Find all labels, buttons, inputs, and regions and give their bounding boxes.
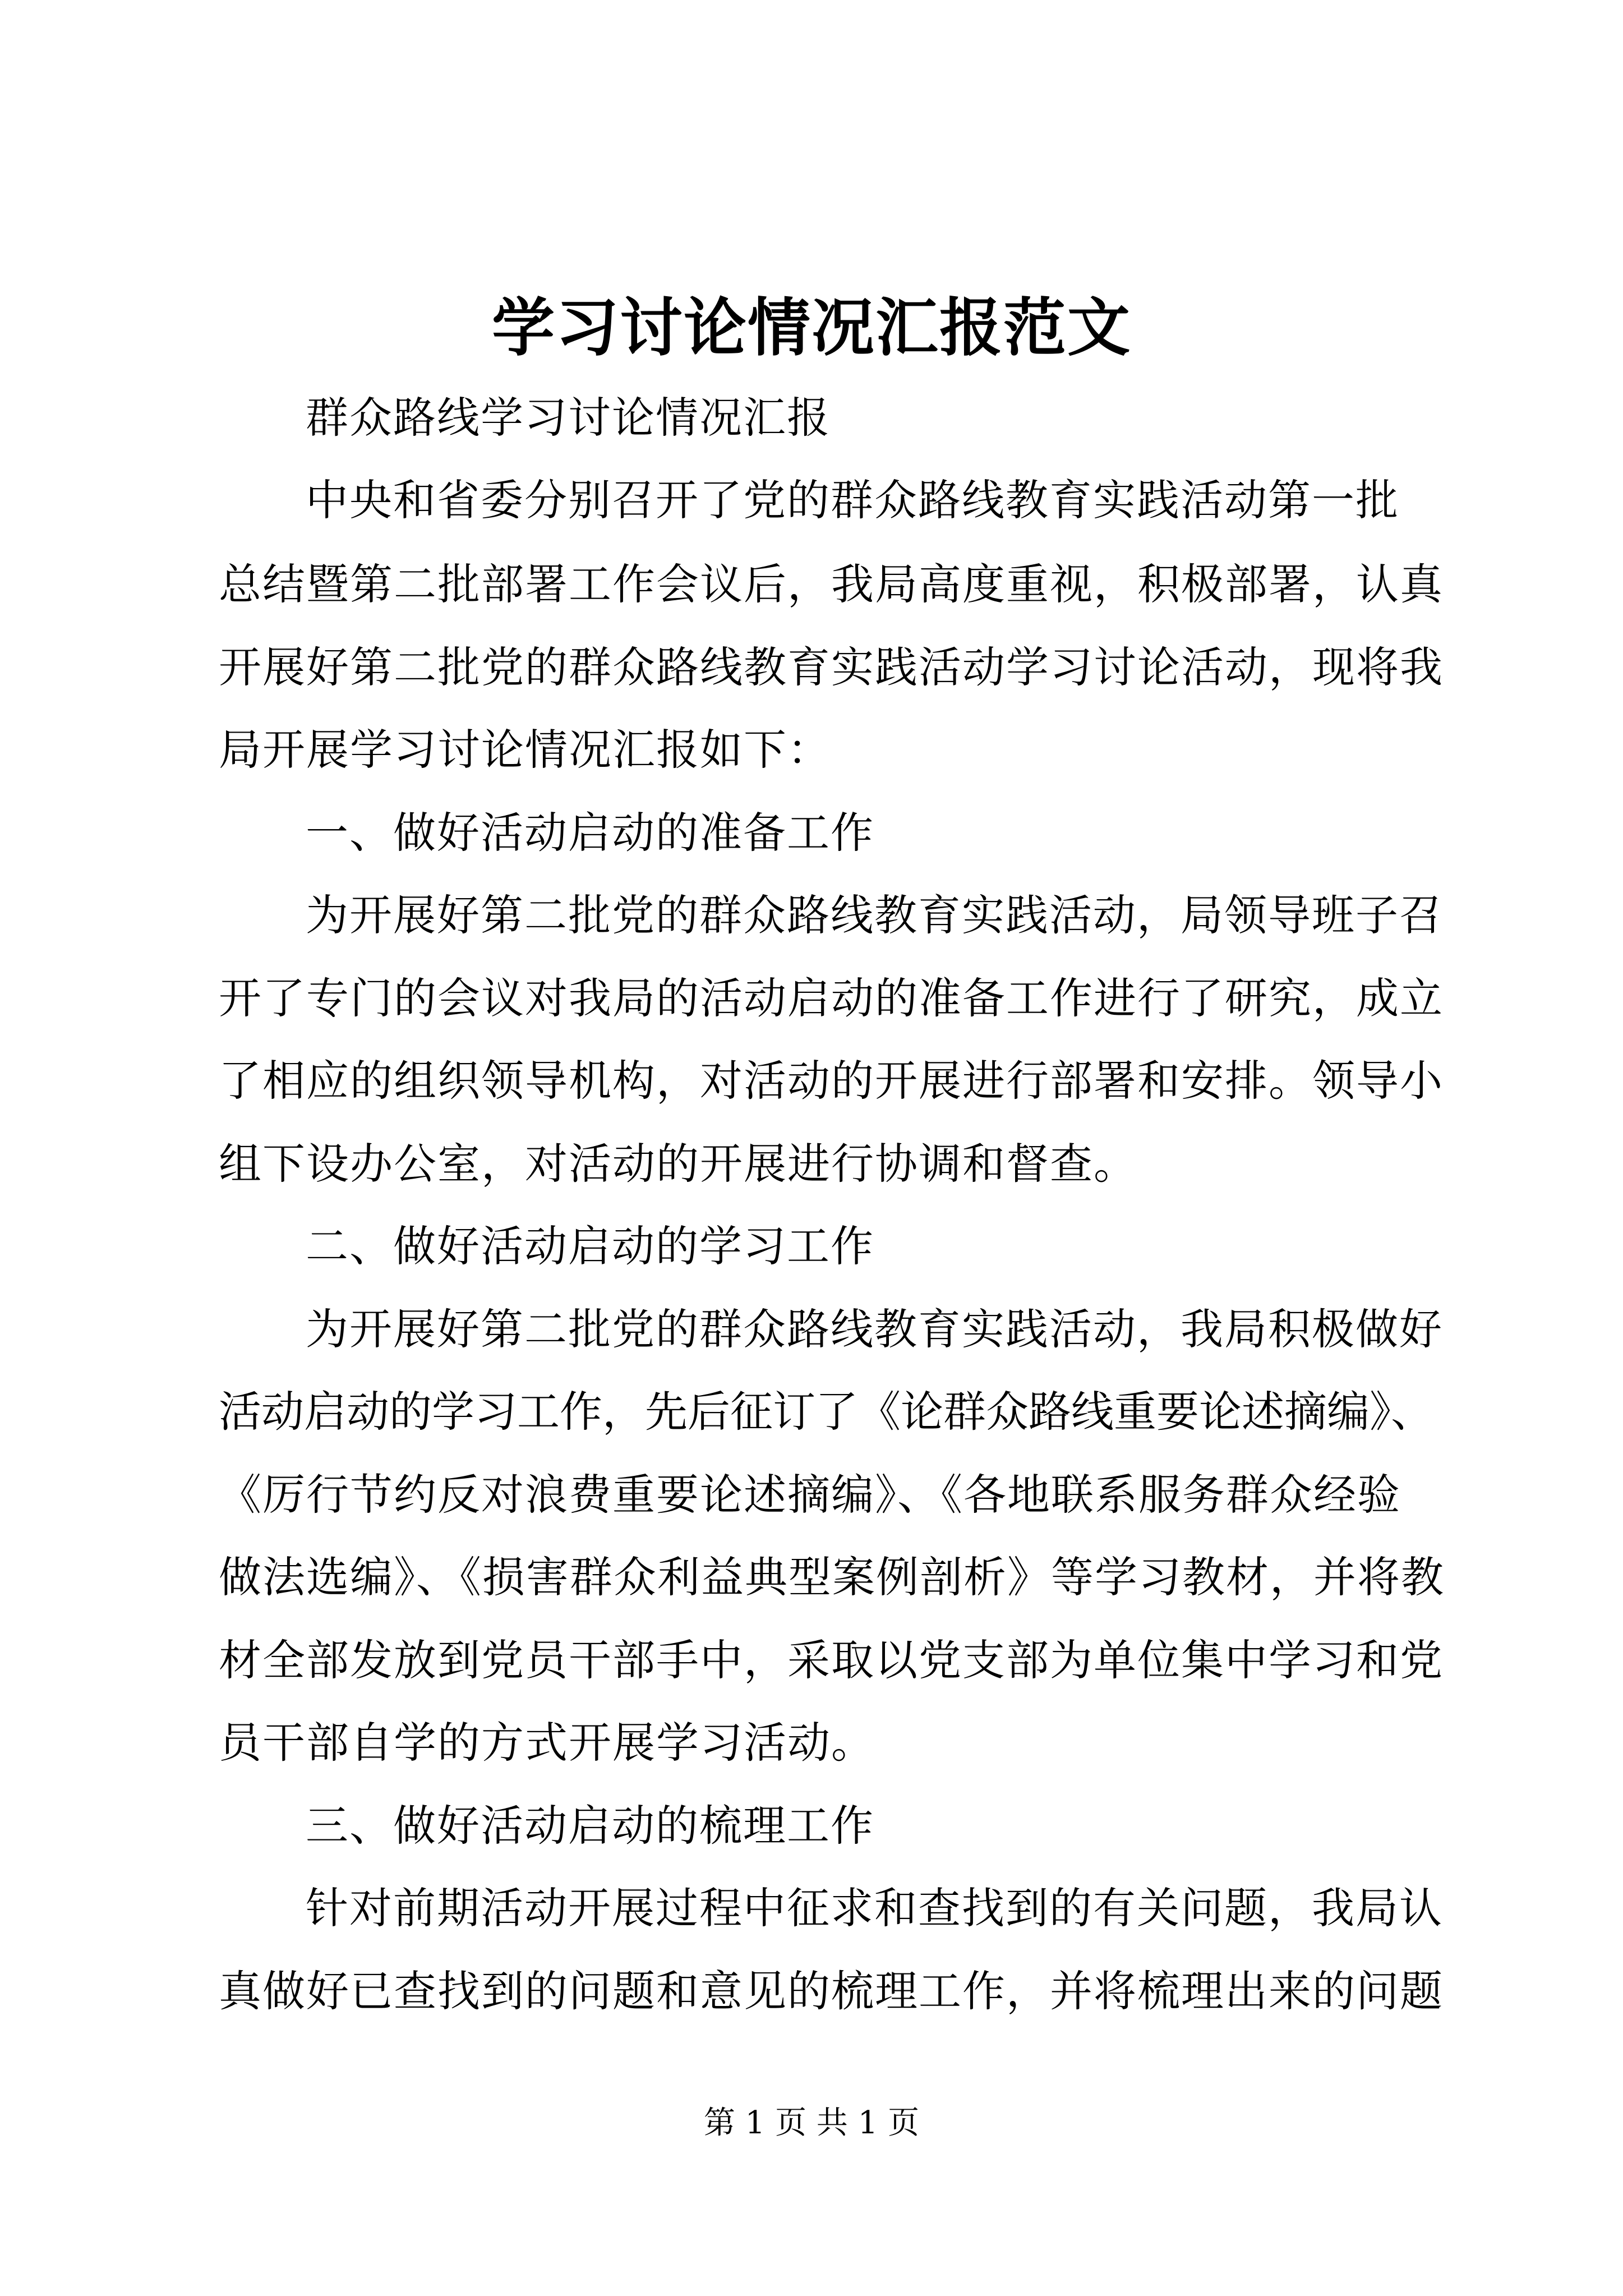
paragraph-1-line-1: 中央和省委分别召开了党的群众路线教育实践活动第一批: [306, 475, 1399, 525]
paragraph-3-line-6: 员干部自学的方式开展学习活动。: [219, 1718, 875, 1768]
page-footer: 第 1 页 共 1 页: [703, 2105, 920, 2141]
paragraph-4-line-1: 针对前期活动开展过程中征求和查找到的有关问题，我局认: [306, 1883, 1443, 1933]
paragraph-3-line-3: 《厉行节约反对浪费重要论述摘编》、《各地联系服务群众经验: [219, 1470, 1401, 1520]
paragraph-3-line-5: 材全部发放到党员干部手中，采取以党支部为单位集中学习和党: [219, 1635, 1444, 1685]
paragraph-4-line-2: 真做好已查找到的问题和意见的梳理工作，并将梳理出来的问题: [219, 1966, 1444, 2016]
paragraph-3-line-1: 为开展好第二批党的群众路线教育实践活动，我局积极做好: [306, 1304, 1443, 1354]
paragraph-2-line-2: 开了专门的会议对我局的活动启动的准备工作进行了研究，成立: [219, 973, 1444, 1023]
section-2-heading: 二、做好活动启动的学习工作: [306, 1221, 874, 1271]
section-3-heading: 三、做好活动启动的梳理工作: [306, 1801, 874, 1851]
paragraph-1-line-2: 总结暨第二批部署工作会议后，我局高度重视，积极部署，认真: [219, 559, 1444, 609]
page-title: 学习讨论情况汇报范文: [492, 291, 1131, 365]
paragraph-1-line-4: 局开展学习讨论情况汇报如下：: [219, 725, 831, 775]
paragraph-2-line-4: 组下设办公室，对活动的开展进行协调和督查。: [219, 1139, 1137, 1189]
paragraph-2-line-1: 为开展好第二批党的群众路线教育实践活动，局领导班子召: [306, 890, 1443, 940]
subtitle-line: 群众路线学习讨论情况汇报: [306, 393, 831, 443]
paragraph-3-line-4: 做法选编》、《损害群众利益典型案例剖析》等学习教材，并将教: [219, 1552, 1445, 1602]
paragraph-2-line-3: 了相应的组织领导机构，对活动的开展进行部署和安排。领导小: [219, 1056, 1444, 1106]
section-1-heading: 一、做好活动启动的准备工作: [306, 808, 874, 858]
paragraph-3-line-2: 活动启动的学习工作，先后征订了《论群众路线重要论述摘编》、: [219, 1387, 1433, 1437]
paragraph-1-line-3: 开展好第二批党的群众路线教育实践活动学习讨论活动，现将我: [219, 642, 1444, 692]
